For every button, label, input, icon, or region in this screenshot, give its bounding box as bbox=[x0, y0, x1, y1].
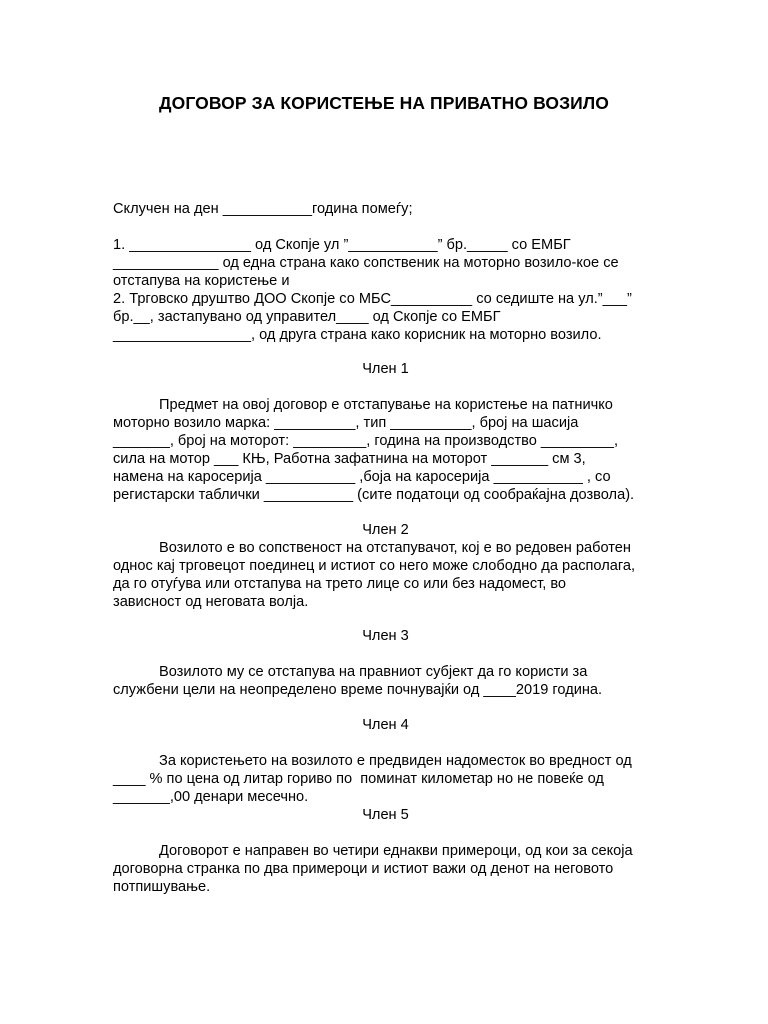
article-line: За користењето на возилото е предвиден надоместок во вредност од bbox=[159, 753, 632, 769]
article-line: _______,00 денари месечно. bbox=[113, 789, 309, 805]
party2-line: _________________, од друга страна како корисник на моторно возило. bbox=[113, 327, 602, 343]
article-line: регистарски таблички ___________ (сите податоци од сообраќајна дозвола). bbox=[113, 487, 635, 503]
document-title: ДОГОВОР ЗА КОРИСТЕЊЕ НА ПРИВАТНО ВОЗИЛО bbox=[159, 93, 609, 113]
party2-line: бр.__, застапувано од управител____ од Скопје со ЕМБГ bbox=[113, 309, 501, 325]
article-line: однос кај трговецот поединец и истиот со него може слободно да располага, bbox=[113, 558, 636, 574]
article-line: намена на каросерија ___________ ,боја на каросерија ___________ , со bbox=[113, 469, 611, 485]
article-line: зависност од неговата волја. bbox=[113, 594, 309, 610]
article-heading: Член 5 bbox=[362, 807, 409, 823]
article-line: да го отуѓува или отстапува на трето лице со или без надомест, во bbox=[113, 576, 567, 592]
article-line: договорна странка по два примероци и истиот важи од денот на неговото bbox=[113, 861, 614, 877]
article-2-body bbox=[113, 539, 658, 611]
article-line: Предмет на овој договор е отстапување на користење на патничко bbox=[159, 397, 613, 413]
article-line: Возилото му се отстапува на правниот субјект да го користи за bbox=[159, 664, 588, 680]
party-2 bbox=[113, 290, 658, 344]
party1-line: отстапува на користење и bbox=[113, 273, 290, 289]
party1-line: 1. _______________ од Скопје ул ”___________” бр._____ со ЕМБГ bbox=[113, 237, 571, 253]
article-1-body bbox=[113, 396, 658, 504]
article-5-body bbox=[113, 842, 658, 896]
article-3-body bbox=[113, 663, 658, 699]
party-1 bbox=[113, 236, 658, 290]
article-heading: Член 3 bbox=[362, 628, 409, 644]
article-line: _______, број на моторот: _________, година на производство _________, bbox=[113, 433, 619, 449]
article-line: моторно возило марка: __________, тип __________, број на шасија bbox=[113, 415, 579, 431]
article-line: Договорот е направен во четири еднакви примероци, од кои за секоја bbox=[159, 843, 633, 859]
article-line: службени цели на неопределено време почнувајќи од ____2019 година. bbox=[113, 682, 603, 698]
party1-line: _____________ од една страна како сопственик на моторно возило-кое се bbox=[113, 255, 619, 271]
article-4-body bbox=[113, 752, 658, 806]
article-line: потпишување. bbox=[113, 879, 211, 895]
article-heading: Член 1 bbox=[362, 361, 409, 377]
document-body bbox=[113, 200, 658, 896]
article-heading: Член 2 bbox=[362, 522, 409, 538]
intro-line: Склучен на ден ___________година помеѓу; bbox=[113, 201, 413, 217]
article-line: ____ % по цена од литар гориво по поминат километар но не повеќе од bbox=[113, 771, 604, 787]
article-heading: Член 4 bbox=[362, 717, 409, 733]
party2-line: 2. Трговско друштво ДОО Скопје со МБС__________ со седиште на ул.”___” bbox=[113, 291, 632, 307]
article-line: сила на мотор ___ КЊ, Работна зафатнина на моторот _______ см 3, bbox=[113, 451, 586, 467]
article-line: Возилото е во сопственост на отстапувачот, кој е во редовен работен bbox=[159, 540, 631, 556]
